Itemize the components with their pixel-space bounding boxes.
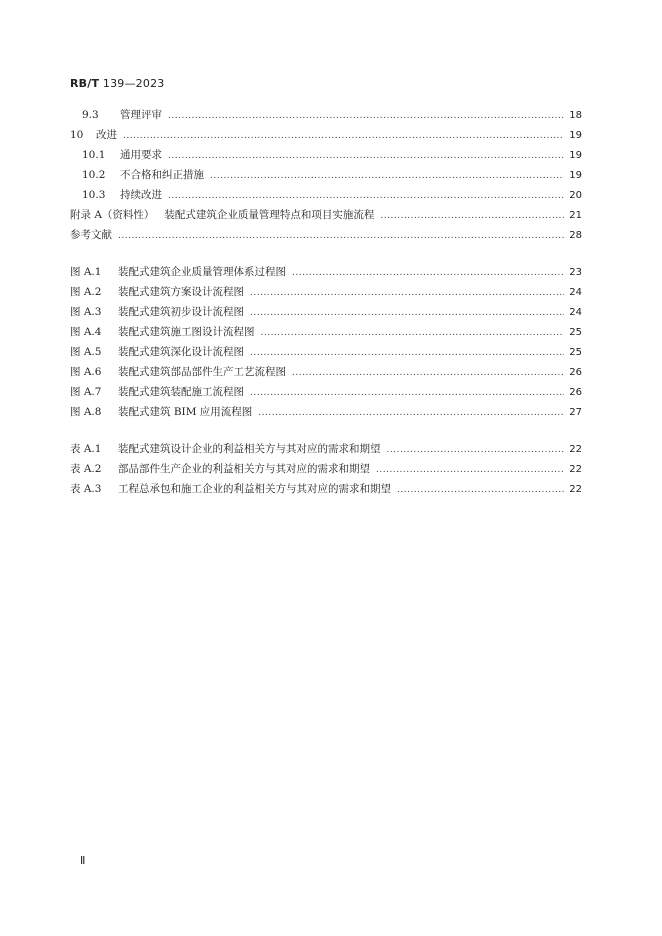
leader-dots xyxy=(261,328,565,338)
leader-dots xyxy=(387,445,565,455)
toc-entry[interactable] xyxy=(70,441,582,461)
toc-entry[interactable] xyxy=(70,384,582,404)
entry-number: 图 A.7 xyxy=(70,386,102,398)
entry-page-number: 22 xyxy=(569,484,582,495)
entry-page-number: 20 xyxy=(569,190,582,201)
toc-entry[interactable] xyxy=(70,167,582,187)
entry-number: 图 A.4 xyxy=(70,326,102,338)
entry-number: 10.2 xyxy=(82,169,106,181)
entry-page-number: 19 xyxy=(569,150,582,161)
entry-number: 图 A.6 xyxy=(70,366,102,378)
entry-title: 装配式建筑企业质量管理体系过程图 xyxy=(118,266,286,278)
entry-number: 表 A.3 xyxy=(70,483,102,495)
leader-dots xyxy=(397,485,564,495)
toc-entry[interactable] xyxy=(70,207,582,227)
toc-entry[interactable] xyxy=(70,304,582,324)
entry-title: 装配式建筑施工图设计流程图 xyxy=(118,326,255,338)
entry-title: 装配式建筑设计企业的利益相关方与其对应的需求和期望 xyxy=(118,443,381,455)
toc-entry[interactable] xyxy=(70,187,582,207)
entry-number: 表 A.1 xyxy=(70,443,102,455)
entry-page-number: 24 xyxy=(569,287,582,298)
toc-entry[interactable] xyxy=(70,127,582,147)
leader-dots xyxy=(292,268,564,278)
leader-dots xyxy=(250,288,564,298)
toc-sections xyxy=(70,107,582,247)
entry-page-number: 26 xyxy=(569,387,582,398)
leader-dots xyxy=(168,151,564,161)
entry-page-number: 28 xyxy=(569,230,582,241)
toc-entry[interactable] xyxy=(70,364,582,384)
entry-title: 工程总承包和施工企业的利益相关方与其对应的需求和期望 xyxy=(118,483,391,495)
entry-page-number: 22 xyxy=(569,464,582,475)
page-number: Ⅱ xyxy=(80,854,86,867)
entry-number: 图 A.2 xyxy=(70,286,102,298)
toc-entry[interactable] xyxy=(70,344,582,364)
entry-page-number: 25 xyxy=(569,347,582,358)
entry-page-number: 19 xyxy=(569,170,582,181)
entry-page-number: 19 xyxy=(569,130,582,141)
toc-entry[interactable] xyxy=(70,481,582,501)
entry-page-number: 27 xyxy=(569,407,582,418)
entry-title: 通用要求 xyxy=(120,149,162,161)
toc-tables xyxy=(70,441,582,501)
entry-title: 装配式建筑装配施工流程图 xyxy=(118,386,244,398)
toc-entry[interactable] xyxy=(70,284,582,304)
document-header xyxy=(70,77,164,90)
leader-dots xyxy=(250,348,564,358)
leader-dots xyxy=(292,368,564,378)
entry-number: 表 A.2 xyxy=(70,463,102,475)
entry-title: 装配式建筑 BIM 应用流程图 xyxy=(118,406,253,418)
toc-entry[interactable] xyxy=(70,404,582,424)
entry-page-number: 18 xyxy=(569,110,582,121)
toc-figures xyxy=(70,264,582,424)
leader-dots xyxy=(123,131,564,141)
leader-dots xyxy=(168,111,564,121)
toc-entry[interactable] xyxy=(70,107,582,127)
section-gap xyxy=(70,247,582,264)
entry-title: 装配式建筑深化设计流程图 xyxy=(118,346,244,358)
entry-title: 部品部件生产企业的利益相关方与其对应的需求和期望 xyxy=(118,463,370,475)
entry-title: 装配式建筑企业质量管理特点和项目实施流程 xyxy=(164,209,375,221)
entry-page-number: 22 xyxy=(569,444,582,455)
entry-number: 10 xyxy=(70,129,84,141)
entry-title: 改进 xyxy=(96,129,117,141)
entry-title: 参考文献 xyxy=(70,229,112,241)
entry-page-number: 26 xyxy=(569,367,582,378)
entry-title: 装配式建筑部品部件生产工艺流程图 xyxy=(118,366,286,378)
entry-title: 不合格和纠正措施 xyxy=(120,169,204,181)
entry-page-number: 24 xyxy=(569,307,582,318)
entry-number: 图 A.8 xyxy=(70,406,102,418)
toc-entry[interactable] xyxy=(70,264,582,284)
leader-dots xyxy=(210,171,564,181)
entry-number: 附录 A（资料性） xyxy=(70,209,155,221)
toc-entry[interactable] xyxy=(70,227,582,247)
entry-number: 图 A.3 xyxy=(70,306,102,318)
entry-number: 10.3 xyxy=(82,189,106,201)
leader-dots xyxy=(250,388,564,398)
entry-number: 10.1 xyxy=(82,149,106,161)
toc-entry[interactable] xyxy=(70,147,582,167)
leader-dots xyxy=(376,465,564,475)
entry-page-number: 25 xyxy=(569,327,582,338)
toc-entry[interactable] xyxy=(70,461,582,481)
leader-dots xyxy=(250,308,564,318)
entry-page-number: 21 xyxy=(569,210,582,221)
entry-number: 9.3 xyxy=(82,109,99,121)
entry-title: 装配式建筑初步设计流程图 xyxy=(118,306,244,318)
entry-title: 持续改进 xyxy=(120,189,162,201)
leader-dots xyxy=(258,408,564,418)
leader-dots xyxy=(118,231,564,241)
table-of-contents xyxy=(70,107,582,501)
entry-number: 图 A.5 xyxy=(70,346,102,358)
entry-page-number: 23 xyxy=(569,267,582,278)
leader-dots xyxy=(168,191,564,201)
toc-entry[interactable] xyxy=(70,324,582,344)
entry-number: 图 A.1 xyxy=(70,266,102,278)
standard-code: RB/T xyxy=(70,77,100,90)
section-gap xyxy=(70,424,582,441)
leader-dots xyxy=(380,211,564,221)
standard-number: 139—2023 xyxy=(102,77,165,90)
entry-title: 装配式建筑方案设计流程图 xyxy=(118,286,244,298)
entry-title: 管理评审 xyxy=(120,109,162,121)
